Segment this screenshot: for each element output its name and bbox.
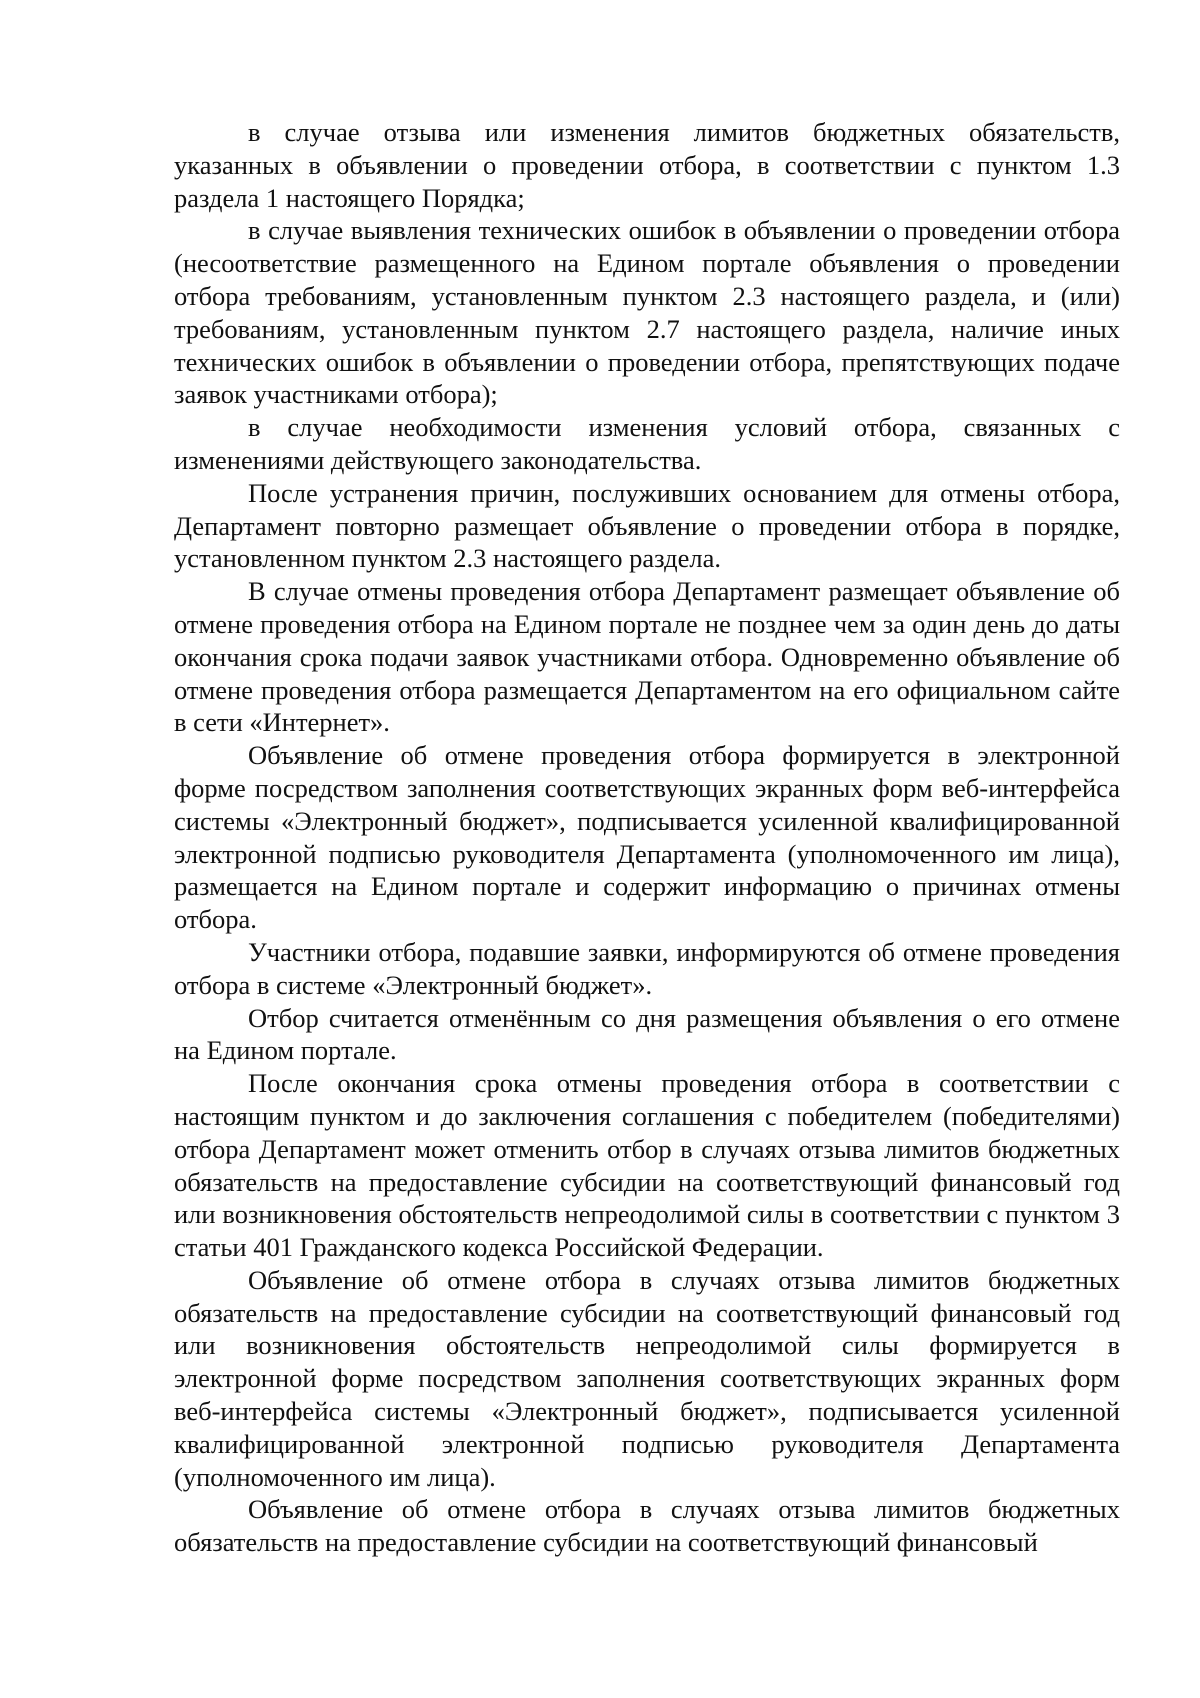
paragraph-technical-errors: в случае выявления технических ошибок в объявлении о проведении отбора (несоответствие размещенного на Едином портале объявления о проведении отбора требованиям, установленным пунктом 2.3 настоящего раздела, и (или) требованиям, установленным пунктом 2.7 настоящего раздела, наличие иных технических ошибок в объявлении о проведении отбора, препятствующих подаче заявок участниками отбора); xyxy=(174,215,1120,410)
paragraph-force-majeure-form: Объявление об отмене отбора в случаях отзыва лимитов бюджетных обязательств на предоставление субсидии на соответствующий финансовый год или возникновения обстоятельств непреодолимой силы формируется в электронной форме посредством заполнения соответствующих экранных форм веб-интерфейса системы «Электронный бюджет», подписывается усиленной квалифицированной электронной подписью руководителя Департамента (уполномоченного им лица). xyxy=(174,1264,1120,1492)
paragraph-continuation: Объявление об отмене отбора в случаях отзыва лимитов бюджетных обязательств на предоставление субсидии на соответствующий финансовый xyxy=(174,1494,1120,1558)
paragraph-cancellation-publication: В случае отмены проведения отбора Департамент размещает объявление об отмене проведения отбора на Едином портале не позднее чем за один день до даты окончания срока подачи заявок участниками отбора. Одновременно объявление об отмене проведения отбора размещается Департаментом на его официальном сайте в сети «Интернет». xyxy=(174,576,1120,738)
paragraph-limits-withdrawal: в случае отзыва или изменения лимитов бюджетных обязательств, указанных в объявлении о проведении отбора, в соответствии с пунктом 1.3 раздела 1 настоящего Порядка; xyxy=(174,117,1120,213)
paragraph-cancellation-effective: Отбор считается отменённым со дня размещения объявления о его отмене на Едином портале. xyxy=(174,1002,1120,1066)
document-body xyxy=(174,116,1120,1559)
paragraph-cancellation-form: Объявление об отмене проведения отбора формируется в электронной форме посредством заполнения соответствующих экранных форм веб-интерфейса системы «Электронный бюджет», подписывается усиленной квалифицированной электронной подписью руководителя Департамента (уполномоченного им лица), размещается на Едином портале и содержит информацию о причинах отмены отбора. xyxy=(174,740,1120,935)
paragraph-legislation-change: в случае необходимости изменения условий отбора, связанных с изменениями действующего законодательства. xyxy=(174,412,1120,475)
paragraph-force-majeure-cancellation: После окончания срока отмены проведения отбора в соответствии с настоящим пунктом и до заключения соглашения с победителем (победителями) отбора Департамент может отменить отбор в случаях отзыва лимитов бюджетных обязательств на предоставление субсидии на соответствующий финансовый год или возникновения обстоятельств непреодолимой силы в соответствии с пунктом 3 статьи 401 Гражданского кодекса Российской Федерации. xyxy=(174,1068,1120,1263)
paragraph-participants-notified: Участники отбора, подавшие заявки, информируются об отмене проведения отбора в системе «Электронный бюджет». xyxy=(174,936,1120,1000)
paragraph-repeat-announcement: После устранения причин, послуживших основанием для отмены отбора, Департамент повторно размещает объявление о проведении отбора в порядке, установленном пунктом 2.3 настоящего раздела. xyxy=(174,477,1120,574)
